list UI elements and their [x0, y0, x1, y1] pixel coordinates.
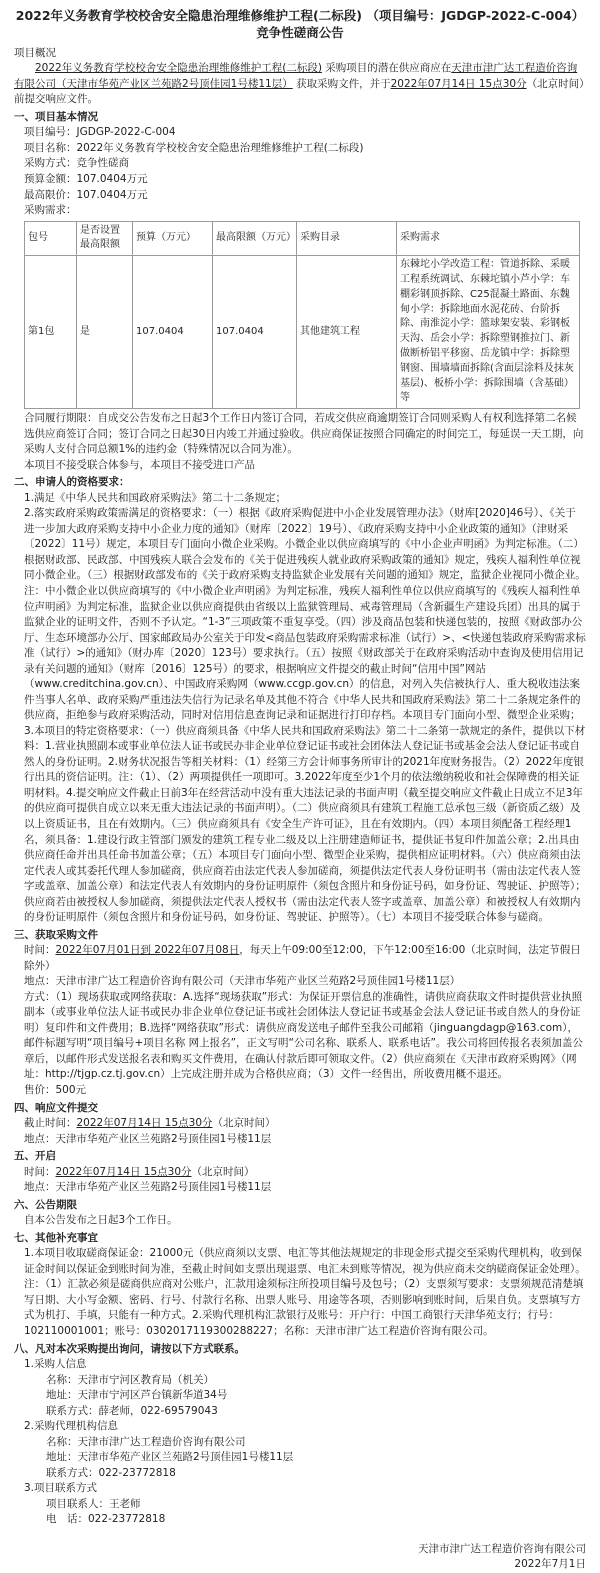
section-2-heading: 二、申请人的资格要求：: [14, 476, 130, 489]
obtain-time-range: 2022年07月01日到 2022年07月08日: [55, 944, 240, 957]
agency-address: 地址：天津市华苑产业区兰苑路2号顶佳园1号楼11层: [46, 1451, 294, 1464]
package-table: [24, 221, 580, 410]
consortium-note: 本项目不接受联合体参与，本项目不接受进口产品: [24, 458, 255, 471]
submit-deadline-label: 截止时间：: [24, 1117, 77, 1130]
announce-period: 自本公告发布之日起3个工作日。: [24, 1214, 178, 1227]
col-header-catalog: 采购目录: [297, 221, 397, 256]
obtain-way: 方式：（1）现场获取或网络获取：A.选择“现场获取”形式：为保证开票信息的准确性，请供应商获取文件时提供营业执照副本（或事业单位法人证书或民办非企业单位登记证书或社会团体法人登记证书或基金会法人登记证书或自然人的身份证明）复印件和文件费用；B.选择“网络获取”形式：请供应商发送电子邮件至我公司邮箱（jinguangdagp@163.com），邮件标题写明“项目编号+项目名称 网上报名”，正文写明“公司名称、联系人、联系电话”。我公司将回传报名表须加盖公章后，以邮件形式发送报名表和购买文件费用，在确认付款后即可领取文件。（2）供应商须在《天津市政府采购网》（网址：http://tjgp.cz.tj.gov.cn）上完成注册并成为合格供应商；（3）文件一经售出，所收费用概不退还。: [24, 990, 583, 1081]
table-header-row: [25, 221, 580, 256]
cell-budget: 107.0404: [133, 256, 213, 409]
section-4-body: [14, 1116, 586, 1147]
open-time-tz: （北京时间）: [191, 1165, 255, 1178]
cell-max: 107.0404: [213, 256, 297, 409]
overview-agency: 天津市津广达工程造价咨询有限公司（天津市华苑产业区兰苑路2号顶佳园1号楼11层）: [14, 62, 578, 90]
obtain-time-label: 时间：: [24, 944, 56, 957]
project-code: 项目编号：JGDGP-2022-C-004: [24, 126, 176, 139]
overview-deadline: 2022年07月14日 15点30分: [390, 77, 527, 90]
section-8-body: [14, 1357, 586, 1528]
signature-org: 天津市津广达工程造价咨询有限公司: [418, 1542, 586, 1555]
col-header-limit: 是否设置最高限额: [77, 221, 133, 256]
procurement-need-label: 采购需求：: [24, 204, 77, 217]
procurement-method: 采购方式：竞争性磋商: [24, 157, 129, 170]
section-7-body: [14, 1246, 586, 1339]
cell-need: 东棘坨小学改造工程：管道拆除、采暖工程系统调试、东棘坨镇小芦小学：车棚彩钢顶拆除、C25混凝土路面、东魏甸小学：拆除地面水泥花砖、台阶拆除、南淮淀小学：篮球架安装、彩钢板天沟、岳会小学：拆除塑钢推拉门、新做断桥铝平移窗、岳龙镇中学：拆除塑钢窗、围墙墙面拆除(含面层涂料及抹灰基层)、板桥小学：拆除围墙（含基础）等: [397, 256, 580, 409]
cell-limit: 是: [77, 256, 133, 409]
agency-name: 名称：天津市津广达工程造价咨询有限公司: [46, 1435, 246, 1448]
project-name: 项目名称：2022年义务教育学校校舍安全隐患治理维修维护工程(二标段): [24, 141, 364, 154]
open-time: [24, 1165, 586, 1181]
agency-heading: 2.采购代理机构信息: [24, 1420, 119, 1433]
project-contact-phone: 电 话：022-23772818: [46, 1513, 166, 1526]
other-matters: 1.本项目收取磋商保证金：21000元（供应商须以支票、电汇等其他法规规定的非现金形式提交至采购代理机构，收到保证金时间以保证金到账时间为准，至截止时间如支票出现退票、电汇未到账等情况，视为供应商未交纳磋商保证金处理）。注：（1）汇款必须是磋商供应商对公账户，汇款用途须标注所投项目编号及包号；（2）支票须写要求：支票须规范清楚填写日期、大小写金额、密码、行号、付款行名称、出票人账号、用途等各项，否则影响到账时间，后果自负。支票填写方式为机打、手填，只能有一种方式。2.采购代理机构汇款银行及账号：开户行：中国工商银行天津华苑支行；行号：102110001001；账号：0302017119300288227；名称：天津市津广达工程造价咨询有限公司。: [24, 1247, 586, 1337]
section-6-body: [14, 1213, 586, 1229]
agency-contact: 联系方式：022-23772818: [46, 1466, 176, 1479]
project-contact-person: 项目联系人：王老师: [46, 1497, 141, 1510]
col-header-budget: 预算（万元）: [133, 221, 213, 256]
section-2-body: [14, 491, 586, 926]
section-1-body: [14, 125, 586, 218]
section-7-heading: 七、其他补充事宜: [14, 1231, 98, 1244]
section-5-body: [14, 1165, 586, 1196]
section-4-heading: 四、响应文件提交: [14, 1101, 98, 1114]
overview-text-2: 获取采购文件，并于: [292, 77, 391, 90]
page-title: 2022年义务教育学校校舍安全隐患治理维修维护工程(二标段) （项目编号：JGDGP-2022-C-004）竞争性磋商公告: [15, 8, 585, 40]
submit-deadline-tz: （北京时间）: [212, 1117, 276, 1130]
obtain-time: [24, 943, 586, 974]
qualification-2: 2.落实政府采购政策需满足的资格要求：（一）根据《政府采购促进中小企业发展管理办法》（财库[2020]46号）、《关于进一步加大政府采购支持中小企业力度的通知》（财库〔2022〕19号）、《政府采购支持中小企业政策的通知》（津财采〔2022〕11号）规定，本项目专门面向小微企业采购。小微企业以供应商填写的《中小企业声明函》为判定标准。（二）根据财政部、民政部、中国残疾人联合会发布的《关于促进残疾人就业政府采购政策的通知》规定，残疾人福利性单位视同小微企业。（三）根据财政部发布的《关于政府采购支持监狱企业发展有关问题的通知》规定，监狱企业视同小微企业。注：中小微企业以供应商填写的《中小微企业声明函》为判定标准，残疾人福利性单位以供应商填写的《残疾人福利性单位声明函》为判定标准，监狱企业以供应商提供由省级以上监狱管理局、戒毒管理局（含新疆生产建设兵团）出具的属于监狱企业的证明文件，否则不予认定。“1-3”三项政策不重复享受。（四）涉及商品包装和快递包装的，按照《财政部办公厅、生态环境部办公厅、国家邮政局办公室关于印发<商品包装政府采购需求标准（试行）>、<快递包装政府采购需求标准（试行）>的通知》（财办库〔2020〕123号）要求执行。（五）按照《财政部关于在政府采购活动中查询及使用信用记录有关问题的通知》（财库〔2016〕125号）的要求，根据响应文件提交的截止时间“信用中国”网站（www.creditchina.gov.cn）、中国政府采购网（www.ccgp.gov.cn）的信息，对列入失信被执行人、重大税收违法案件当事人名单、政府采购严重违法失信行为记录名单及其他不符合《中华人民共和国政府采购法》第二十二条规定条件的供应商，拒绝参与政府采购活动，同时对信用信息查询记录和证据进行打印存档。本项目专门面向小型、微型企业采购；: [24, 507, 586, 722]
obtain-price: 售价：500元: [24, 1084, 87, 1096]
col-header-max: 最高限额（万元）: [213, 221, 297, 256]
overview-text-3: （北京时间）前提交响应文件。: [14, 77, 585, 106]
contract-period: 合同履行期限：自成交公告发布之日起3个工作日内签订合同，若成交供应商逾期签订合同则采购人有权利选择第二名候选供应商签订合同；签订合同之日起30日内竣工并通过验收。供应商保证按照合同确定的时间完工，每延误一天工期，向采购人支付合同总额1%的违约金（特殊情况以合同为准）。: [24, 412, 584, 456]
open-time-value: 2022年07月14日 15点30分: [55, 1165, 192, 1178]
col-header-package: 包号: [25, 221, 77, 256]
table-row: [25, 256, 580, 409]
overview-project-name: 2022年义务教育学校校舍安全隐患治理维修维护工程(二标段): [35, 62, 322, 75]
submit-deadline: [24, 1116, 586, 1132]
section-3-body: [14, 943, 586, 1098]
section-1-heading: 一、项目基本情况: [14, 110, 98, 123]
obtain-place: 地点：天津市津广达工程造价咨询有限公司（天津市华苑产业区兰苑路2号顶佳园1号楼11层）: [24, 975, 461, 988]
section-1-tail: [14, 411, 586, 473]
overview-text-1: 采购项目的潜在供应商应在: [321, 62, 452, 75]
purchaser-heading: 1.采购人信息: [24, 1358, 87, 1371]
overview-paragraph: [14, 61, 586, 108]
signature-block: [14, 1542, 586, 1573]
budget-amount: 预算金额：107.0404万元: [24, 173, 148, 185]
section-5-heading: 五、开启: [14, 1150, 56, 1163]
open-time-label: 时间：: [24, 1165, 56, 1178]
open-place: 地点：天津市华苑产业区兰苑路2号顶佳园1号楼11层: [24, 1181, 272, 1194]
overview-heading: 项目概况: [14, 46, 56, 59]
submit-deadline-value: 2022年07月14日 15点30分: [76, 1117, 213, 1130]
purchaser-contact: 联系方式：薛老师，022-69579043: [46, 1404, 218, 1417]
project-contact-heading: 3.项目联系方式: [24, 1482, 98, 1495]
qualification-1: 1.满足《中华人民共和国政府采购法》第二十二条规定；: [24, 491, 287, 504]
signature-date: 2022年7月1日: [514, 1558, 586, 1571]
cell-catalog: 其他建筑工程: [297, 256, 397, 409]
section-8-heading: 八、凡对本次采购提出询问，请按以下方式联系。: [14, 1342, 245, 1355]
section-6-heading: 六、公告期限: [14, 1198, 77, 1211]
purchaser-address: 地址：天津市宁河区芦台镇新华道34号: [46, 1389, 228, 1402]
obtain-time-hours: ，每天上午09:00至12:00，下午12:00至16:00（北京时间，法定节假日除外）: [24, 944, 581, 972]
purchaser-name: 名称：天津市宁河区教育局（机关）: [46, 1373, 214, 1386]
max-price: 最高限价：107.0404万元: [24, 188, 148, 201]
section-3-heading: 三、获取采购文件: [14, 928, 98, 941]
col-header-need: 采购需求: [397, 221, 580, 256]
qualification-3: 3.本项目的特定资格要求：（一）供应商须具备《中华人民共和国政府采购法》第二十二条第一款规定的条件，提供以下材料：1.营业执照副本或事业单位法人证书或民办非企业单位登记证书或社会团体法人登记证书或基金会法人登记证书或自然人的身份证明。2.财务状况报告等相关材料：（1）经第三方会计师事务所审计的2021年度财务报告。（2）2022年度银行出具的资信证明。注：（1）、（2）两项提供任一项即可。3.2022年度至少1个月的依法缴纳税收和社会保障费的相关证明材料。4.提交响应文件截止日前3年在经营活动中没有重大违法记录的书面声明（截至提交响应文件截止日成立不足3年的供应商可提供自成立以来无重大违法记录的书面声明）。（二）供应商须具有建筑工程施工总承包三级（新资质乙级）及以上资质证书，且在有效期内。（三）供应商须具有《安全生产许可证》，且在有效期内。（四）本项目须配备工程经理1名，须具备：1.建设行政主管部门颁发的建筑工程专业二级及以上注册建造师证书，提供证书复印件加盖公章；2.出具由供应商任命并出具任命书加盖公章；（五）本项目专门面向小型、微型企业采购，提供相应证明材料。（六）供应商须由法定代表人或其委托代理人参加磋商，供应商若由法定代表人参加磋商，须提供法定代表人身份证明书（需由法定代表人签字或盖章、加盖公章）和法定代表人有效期内的身份证明原件（须包含照片和身份证号码，如身份证、驾驶证、护照等）；供应商若由被授权人参加磋商，须提供法定代表人授权书（需由法定代表人签字或盖章、加盖公章）和被授权人有效期内的身份证明原件（须包含照片和身份证号码，如身份证、驾驶证、护照等）。（七）本项目不接受联合体参与磋商。: [24, 724, 586, 924]
cell-package: 第1包: [25, 256, 77, 409]
submit-place: 地点：天津市华苑产业区兰苑路2号顶佳园1号楼11层: [24, 1132, 272, 1145]
